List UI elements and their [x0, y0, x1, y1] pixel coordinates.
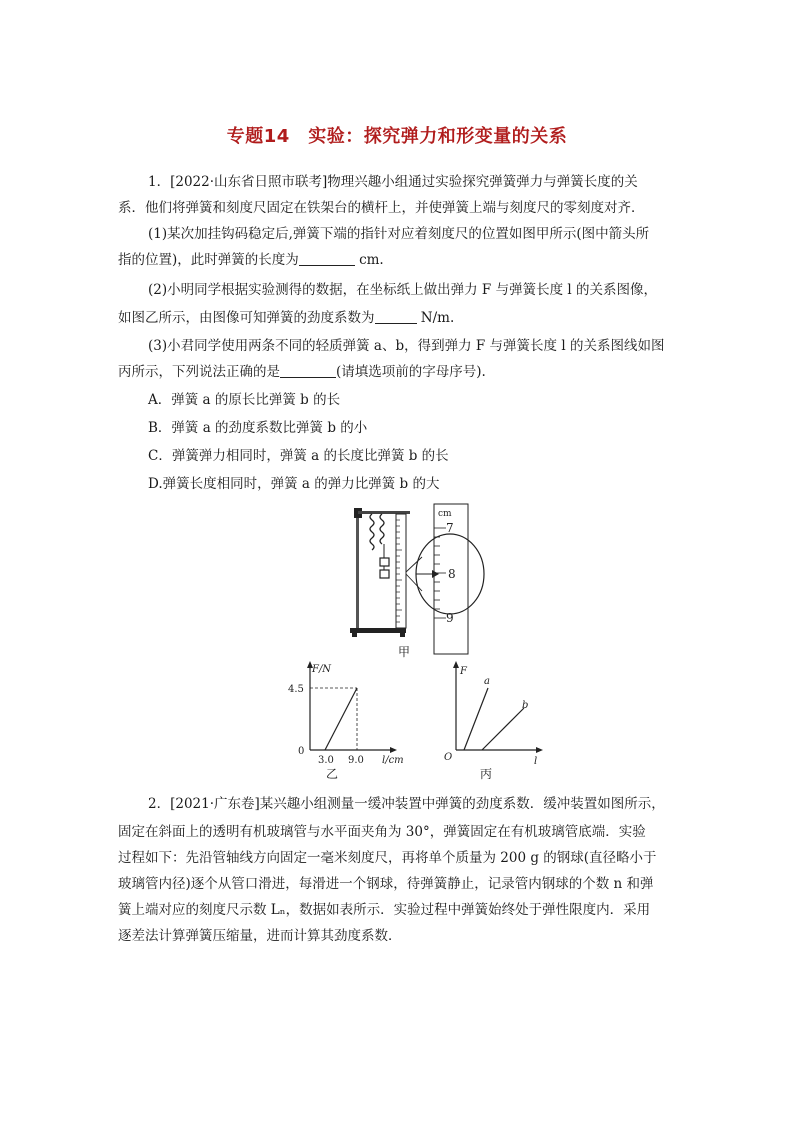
yi-y-tick: 4.5	[288, 684, 304, 695]
q1-part2-unit: N/m.	[416, 310, 455, 326]
bing-line-a	[464, 688, 488, 750]
figure-jia	[340, 500, 500, 660]
option-b: B．弹簧 a 的劲度系数比弹簧 b 的小	[148, 420, 368, 436]
yi-data-line	[325, 688, 357, 750]
stand-rod	[356, 512, 359, 628]
bing-line-b	[482, 708, 524, 750]
q2-line6: 逐差法计算弹簧压缩量，进而计算其劲度系数．	[118, 928, 402, 944]
q1-part3-tail: (请填选项前的字母序号).	[336, 364, 486, 380]
option-a: A．弹簧 a 的原长比弹簧 b 的长	[148, 392, 341, 408]
q2-line2: 固定在斜面上的透明有机玻璃管与水平面夹角为 30°，弹簧固定在有机玻璃管底端．实验	[118, 824, 646, 840]
figure-yi	[282, 660, 412, 770]
q2-line1: 2．[2021·广东卷]某兴趣小组测量一缓冲装置中弹簧的劲度系数．缓冲装置如图所示，	[148, 796, 665, 812]
answer-blank-3[interactable]	[280, 363, 336, 378]
weight-1	[380, 558, 389, 566]
page-title: 专题14 实验：探究弹力和形变量的关系	[226, 126, 568, 147]
magnified-unit: cm	[438, 509, 452, 519]
answer-blank-1[interactable]	[299, 251, 355, 266]
figure-yi-caption: 乙	[326, 767, 339, 781]
yi-ylabel: F/N	[312, 664, 332, 675]
figure-bing-caption: 丙	[480, 767, 493, 781]
tick-7: 7	[446, 521, 454, 535]
q2-line3: 过程如下：先沿管轴线方向固定一毫米刻度尺，再将单个质量为 200 g 的钢球(直径略小于	[118, 850, 657, 866]
yi-origin: 0	[298, 746, 305, 757]
q1-part3-line1: (3)小君同学使用两条不同的轻质弹簧 a、b，得到弹力 F 与弹簧长度 l 的关系图线如图	[148, 338, 665, 354]
q1-part2-line2	[118, 308, 454, 328]
q1-part1-text: 指的位置)，此时弹簧的长度为	[118, 252, 299, 268]
bing-label-b: b	[522, 700, 529, 711]
stand-base	[350, 628, 406, 633]
spring-left	[370, 514, 374, 550]
spring-right	[380, 514, 384, 544]
figure-jia-caption: 甲	[398, 645, 411, 659]
q1-part2-line1: (2)小明同学根据实验测得的数据，在坐标纸上做出弹力 F 与弹簧长度 l 的关系图像，	[148, 282, 657, 298]
bing-ylabel: F	[460, 666, 467, 677]
answer-blank-2[interactable]	[375, 309, 417, 324]
q1-line2: 系．他们将弹簧和刻度尺固定在铁架台的横杆上，并使弹簧上端与刻度尺的零刻度对齐．	[118, 200, 645, 216]
q2-line4: 玻璃管内径)逐个从管口滑进，每滑进一个钢球，待弹簧静止，记录管内钢球的个数 n 和弹	[118, 876, 654, 892]
q1-part3-line2	[118, 362, 486, 382]
ruler	[396, 514, 406, 628]
yi-x-tick-1: 3.0	[318, 755, 334, 766]
option-d: D.弹簧长度相同时，弹簧 a 的弹力比弹簧 b 的大	[148, 476, 440, 492]
bing-label-a: a	[484, 676, 490, 687]
yi-xlabel: l/cm	[382, 755, 404, 766]
bing-xlabel: l	[534, 756, 538, 767]
q1-part2-text: 如图乙所示，由图像可知弹簧的劲度系数为	[118, 310, 375, 326]
q1-line1: 1．[2022·山东省日照市联考]物理兴趣小组通过实验探究弹簧弹力与弹簧长度的关	[148, 174, 638, 190]
q1-part1-line1: (1)某次加挂钩码稳定后,弹簧下端的指针对应着刻度尺的位置如图甲所示(图中箭头所	[148, 226, 650, 242]
tick-9: 9	[446, 611, 454, 625]
tick-8: 8	[448, 567, 456, 581]
q1-part1-line2	[118, 250, 384, 270]
q1-part3-text: 丙所示，下列说法正确的是	[118, 364, 280, 380]
yi-x-tick-2: 9.0	[348, 755, 364, 766]
q2-line5: 簧上端对应的刻度尺示数 Lₙ，数据如表所示．实验过程中弹簧始终处于弹性限度内．采用	[118, 902, 651, 918]
option-c: C．弹簧弹力相同时，弹簧 a 的长度比弹簧 b 的长	[148, 448, 449, 464]
weight-2	[380, 570, 389, 578]
figure-bing	[440, 660, 550, 770]
bing-origin: O	[444, 752, 453, 763]
q1-part1-unit: cm.	[354, 252, 384, 268]
